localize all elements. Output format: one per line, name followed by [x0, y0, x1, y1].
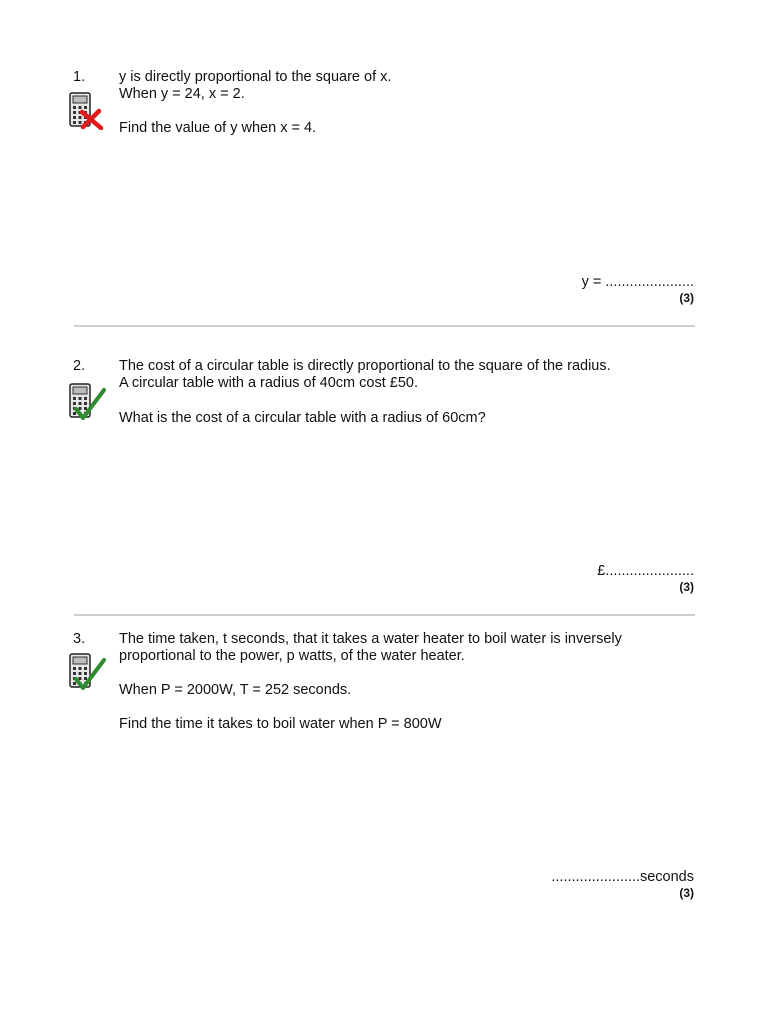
marks-label: (3) [679, 886, 694, 900]
question-text-line: When P = 2000W, T = 252 seconds. [119, 682, 352, 698]
answer-line[interactable]: y = ...................... [581, 274, 694, 290]
answer-line[interactable]: ......................seconds [551, 869, 694, 885]
calculator-allowed-icon [68, 383, 106, 421]
question-divider [74, 325, 695, 327]
answer-line[interactable]: £...................... [597, 563, 694, 579]
question-divider [74, 614, 695, 616]
question-text-line: Find the value of y when x = 4. [119, 120, 317, 136]
question-number: 1. [73, 69, 86, 85]
question-text-line: Find the time it takes to boil water when P = 800W [119, 716, 442, 732]
question-text-line: When y = 24, x = 2. [119, 86, 245, 102]
question-text-line: A circular table with a radius of 40cm cost £50. [119, 375, 419, 391]
calculator-not-allowed-icon [68, 92, 106, 130]
marks-label: (3) [679, 291, 694, 305]
question-text-line: The cost of a circular table is directly proportional to the square of the radius. [119, 358, 611, 374]
calculator-allowed-icon [68, 653, 106, 691]
question-text-line: The time taken, t seconds, that it takes a water heater to boil water is inversely [119, 631, 622, 647]
question-number: 2. [73, 358, 86, 374]
question-number: 3. [73, 631, 86, 647]
marks-label: (3) [679, 580, 694, 594]
question-text-line: y is directly proportional to the square of x. [119, 69, 392, 85]
question-text-line: proportional to the power, p watts, of the water heater. [119, 648, 465, 664]
question-text-line: What is the cost of a circular table with a radius of 60cm? [119, 410, 486, 426]
